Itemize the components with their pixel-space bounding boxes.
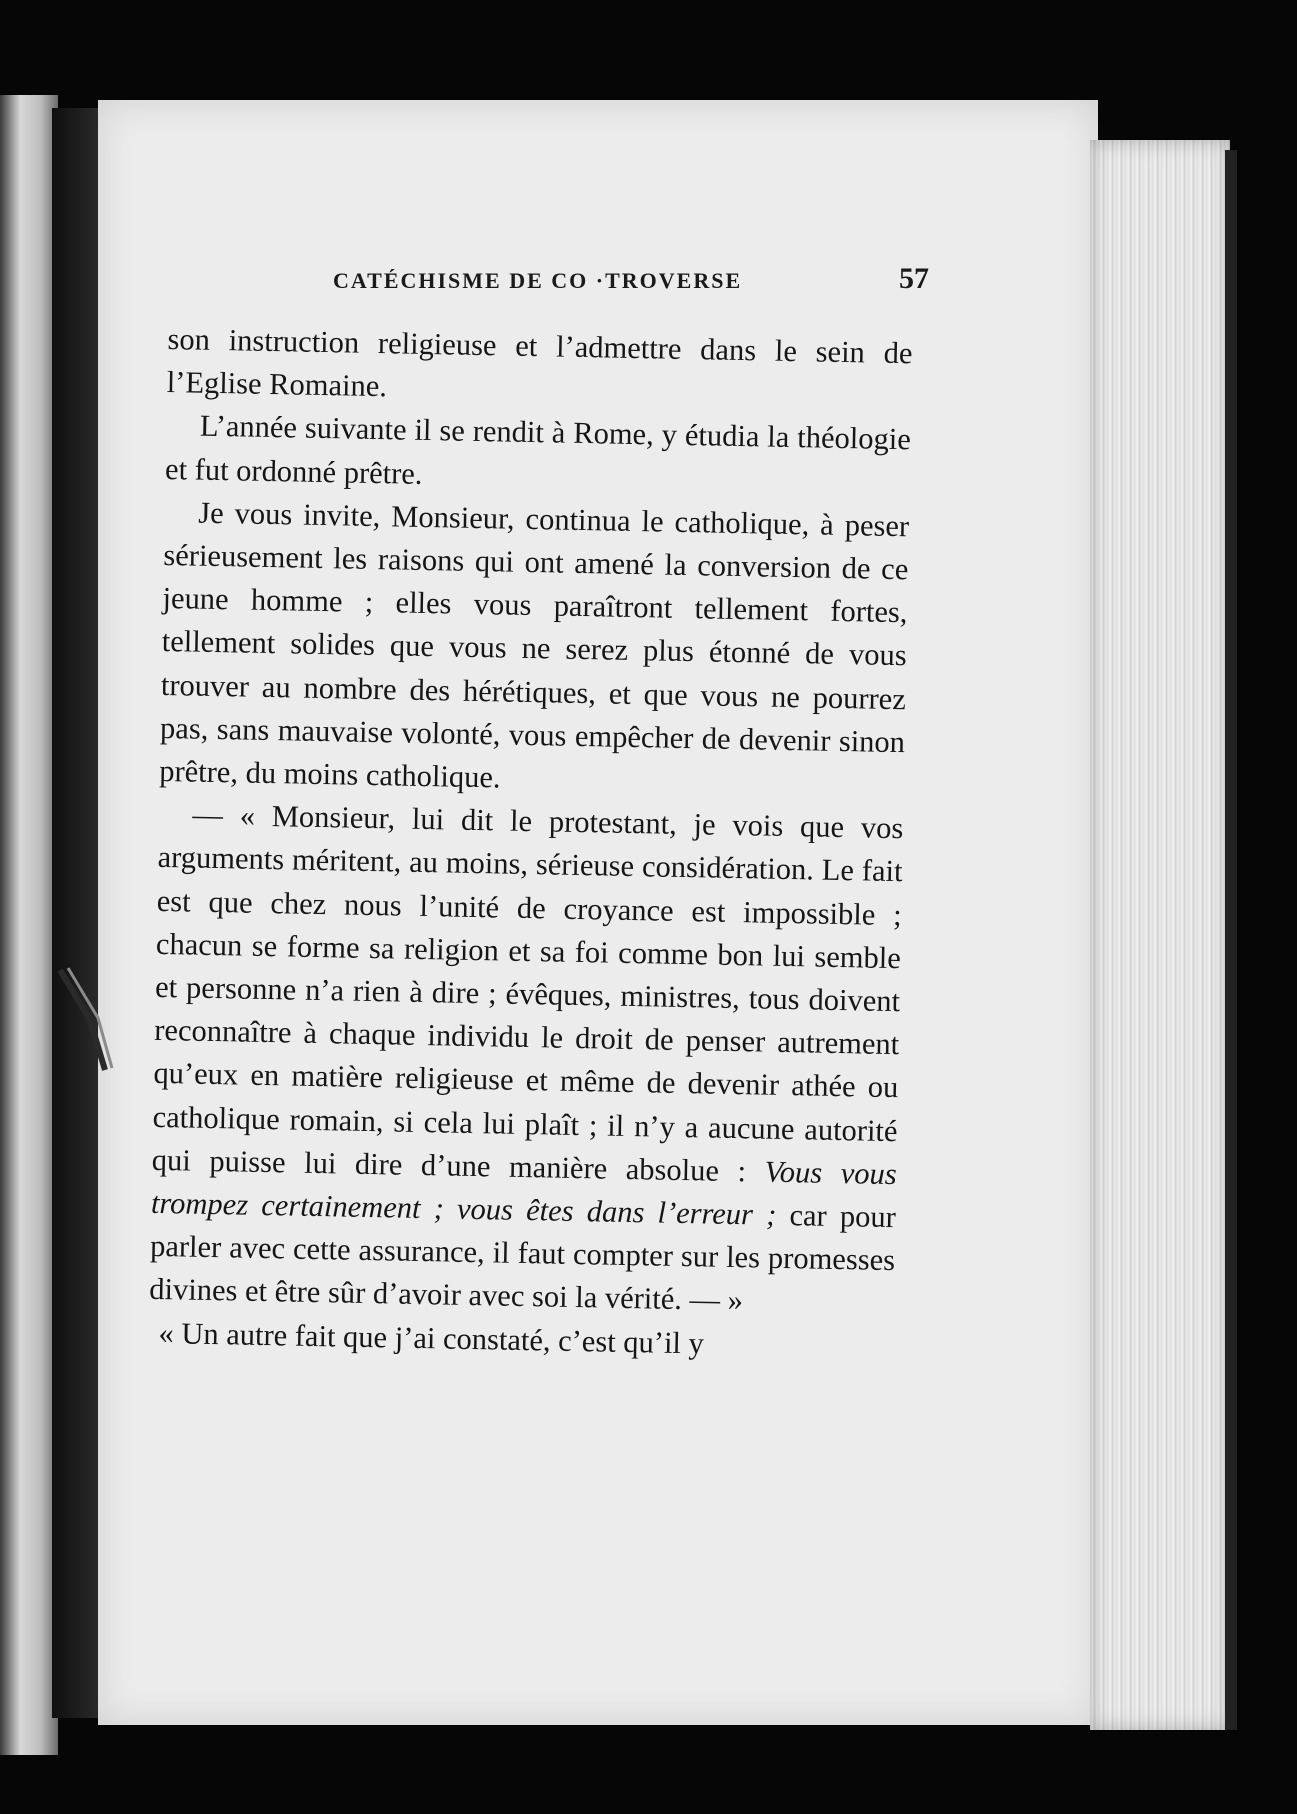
paragraph-text: car pour parler avec cette assurance, il faut compter sur les promesses divines et être sûr d’avoir avec soi la vérité. — » — [149, 1197, 897, 1318]
paragraph — [149, 793, 904, 1326]
body-text — [148, 318, 913, 1369]
bookmark-ribbon-icon — [50, 960, 130, 1080]
running-title: CATÉCHISME DE CO ·TROVERSE — [333, 268, 743, 293]
italic-quote: Vous vous trompez certainement ; vous êtes dans l’erreur ; — [150, 1154, 898, 1232]
paragraph: Je vous invite, Monsieur, continua le catholique, à peser sérieusement les raisons qui ont amené la conversion de ce jeune homme ; elles vous paraîtront tellement fortes, tellement solides que vous ne serez plus étonné de vous trouver au nombre des hérétiques, et que vous ne pourrez pas, sans mauvaise volonté, vous empêcher de devenir sinon prêtre, du moins catholique. — [158, 495, 910, 795]
page-stack-shadow — [1225, 150, 1237, 1730]
paragraph-text: — « Monsieur, lui dit le protestant, je vois que vos arguments méritent, au moins, sérieuse considération. Le fait est que chez nous l’unité de croyance est impossible ; chacun se forme sa religion et sa foi comme bon lui semble et personne n’a rien à dire ; évêques, ministres, tous doivent reconnaître à chaque individu le droit de penser autrement qu’eux en matière religieuse et même de devenir athée ou catholique romain, si cela lui plaît ; il n’y a aucune autorité qui puisse lui dire d’une manière absolue : — [151, 797, 904, 1189]
page-stack-edges — [1090, 140, 1230, 1730]
page-header — [333, 262, 929, 302]
book-spine-shadow — [52, 108, 100, 1718]
page-number: 57 — [899, 262, 929, 295]
paragraph: son instruction religieuse et l’admettre dans le sein de l’Eglise Romaine. — [166, 321, 913, 404]
page-binding-edge — [0, 95, 58, 1755]
paragraph: L’année suivante il se rendit à Rome, y étudia la théologie et fut ordonné prêtre. — [164, 409, 912, 491]
paragraph: « Un autre fait que j’ai constaté, c’est qu’il y — [158, 1315, 705, 1361]
